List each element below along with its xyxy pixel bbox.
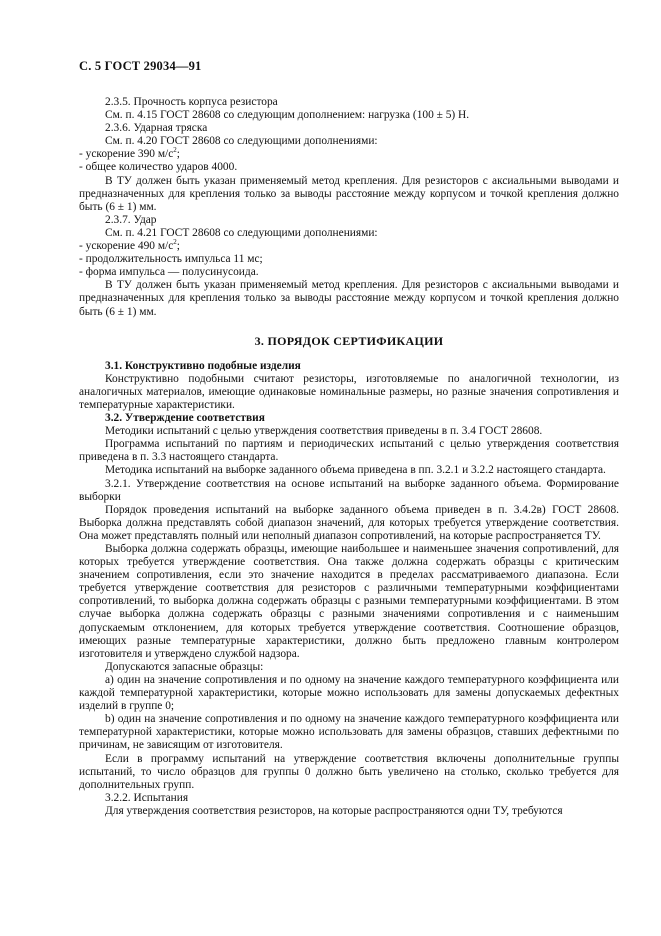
clause-2-3-7-note: В ТУ должен быть указан применяемый метод крепления. Для резисторов с аксиальными выводами и предназначенных для крепления только за выводы расстояние между корпусом и точкой крепления должно быть (6 ± 1) мм. xyxy=(79,279,619,318)
document-body xyxy=(79,96,619,818)
clause-3-1-text: Конструктивно подобными считают резисторы, изготовляемые по аналогичной технологии, из аналогичных материалов, имеющие одинаковые номинальные размеры, но разные значения сопротивления и температурные характеристики. xyxy=(79,372,619,411)
clause-2-3-6-title: 2.3.6. Ударная тряска xyxy=(105,122,208,135)
clause-3-2-1-para-1: Порядок проведения испытаний на выборке заданного объема приведен в п. 3.4.2в) ГОСТ 28608. Выборка должна представлять собой диапазон значений, для которых требуется утверждение соответствия. Она может представлять полный или неполный диапазон сопротивлений, на которые распространяется ТУ. xyxy=(79,503,619,542)
clause-2-3-5-title: 2.3.5. Прочность корпуса резистора xyxy=(105,96,278,108)
clause-3-2-para-1: Методики испытаний с целью утверждения соответствия приведены в п. 3.4 ГОСТ 28608. xyxy=(105,425,543,438)
clause-3-2-1-para-3: Допускаются запасные образцы: xyxy=(105,660,264,673)
clause-3-2-2-title: 3.2.2. Испытания xyxy=(105,791,189,804)
section-3-heading: 3. ПОРЯДОК СЕРТИФИКАЦИИ xyxy=(254,333,444,348)
clause-3-2-title: 3.2. Утверждение соответствия xyxy=(105,412,265,425)
clause-3-2-para-3: Методика испытаний на выборке заданного объема приведена в пп. 3.2.1 и 3.2.2 настоящего стандарта. xyxy=(105,464,606,477)
clause-2-3-6-note: В ТУ должен быть указан применяемый метод крепления. Для резисторов с аксиальными выводами и предназначенных для крепления только за выводы расстояние между корпусом и точкой крепления должно быть (6 ± 1) мм. xyxy=(79,174,619,213)
clause-2-3-6-item-2: - общее количество ударов 4000. xyxy=(79,161,238,174)
clause-2-3-7-item-1: - ускорение 490 $м/с^2$; xyxy=(79,238,180,253)
clause-2-3-5-text: См. п. 4.15 ГОСТ 28608 со следующим дополнением: нагрузка (100 ± 5) Н. xyxy=(105,109,470,122)
clause-2-3-7-text: См. п. 4.21 ГОСТ 28608 со следующими дополнениями: xyxy=(105,226,378,239)
clause-3-2-1-item-a: a) один на значение сопротивления и по одному на значение каждого температурного коэффициента или каждой температурной характеристики, которые можно использовать для замены допускаемых дефектных изделий в группе 0; xyxy=(79,673,619,713)
clause-2-3-6-text: См. п. 4.20 ГОСТ 28608 со следующими дополнениями: xyxy=(105,135,378,148)
clause-3-2-1-item-b: b) один на значение сопротивления и по одному на значение каждого температурного коэффициента или температурной характеристики, которые можно использовать для замены образцов, ставших дефектными по причинам, не зависящим от изготовителя. xyxy=(79,713,619,752)
clause-3-2-1-para-4: Если в программу испытаний на утверждение соответствия включены дополнительные группы испытаний, то число образцов для группы 0 должно быть увеличено на столько, сколько требуется для дополнительных групп. xyxy=(79,752,619,791)
clause-2-3-7-item-2: - продолжительность импульса 11 мс; xyxy=(79,253,263,266)
clause-2-3-6-item-1: - ускорение 390 $м/с^2$; xyxy=(79,146,180,161)
clause-3-2-2-para-1: Для утверждения соответствия резисторов, на которые распространяются одни ТУ, требуются xyxy=(105,804,563,817)
page-header: С. 5 ГОСТ 29034—91 xyxy=(79,59,202,73)
clause-2-3-7-item-3: - форма импульса — полусинусоида. xyxy=(79,266,259,279)
clause-3-1-title: 3.1. Конструктивно подобные изделия xyxy=(105,359,301,372)
clause-3-2-para-2: Программа испытаний по партиям и периодических испытаний с целью утверждения соответствия приведена в п. 3.3 настоящего стандарта. xyxy=(79,438,619,464)
clause-3-2-1-title: 3.2.1. Утверждение соответствия на основе испытаний на выборке заданного объема. Формирование выборки xyxy=(79,477,619,503)
clause-3-2-1-para-2: Выборка должна содержать образцы, имеющие наибольшее и наименьшее значения сопротивлений, для которых требуется утверждение соответствия. Она также должна содержать образцы с критическим значением сопротивления, если это значение находится в пределах рассматриваемого диапазона. Если требуется утверждение соответствия для резисторов с различными температурными коэффициентами сопротивлений, то выборка должна содержать образцы с разными температурными коэффициентами. В этом случае выборка должна содержать образцы с разными значениями сопротивления и с наименьшим допускаемым отклонением, для которых требуется утверждение соответствия. Соотношение образцов, имеющих разные температурные характеристики, должно быть предложено главным контролером изготовителя и утверждено службой надзора. xyxy=(79,543,619,660)
clause-2-3-7-title: 2.3.7. Удар xyxy=(105,213,157,226)
